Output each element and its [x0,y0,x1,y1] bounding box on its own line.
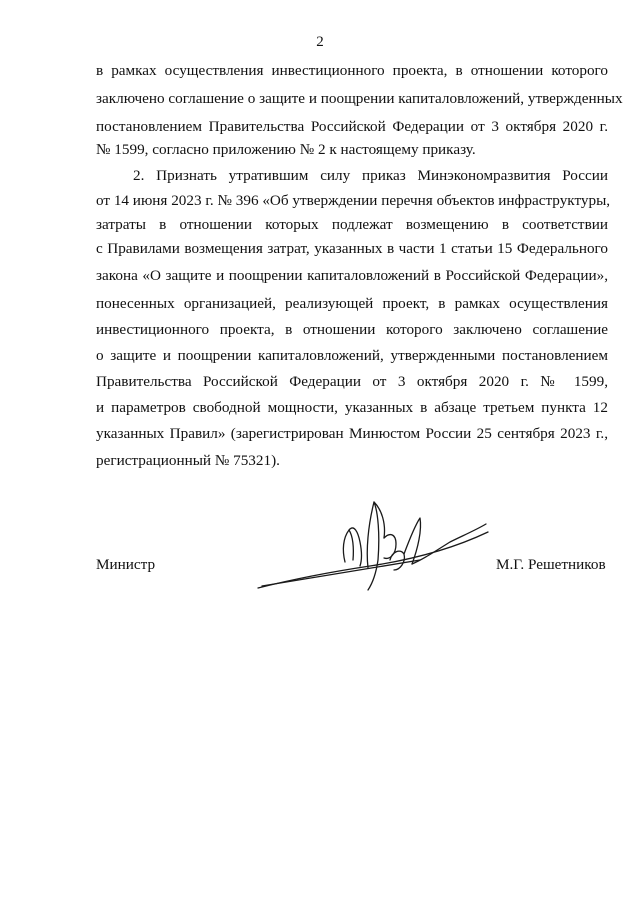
text-line: постановлением Правительства Российской Федерации от 3 октября 2020 г. [96,118,608,135]
text-line: регистрационный № 75321). [96,452,280,469]
text-line: № 1599, согласно приложению № 2 к настоящему приказу. [96,141,476,158]
page-number: 2 [316,34,324,50]
text-line: с Правилами возмещения затрат, указанных в части 1 статьи 15 Федерального [96,240,608,257]
text-line: о защите и поощрении капиталовложений, утвержденными постановлением [96,347,608,364]
text-line: указанных Правил» (зарегистрирован Минюстом России 25 сентября 2023 г., [96,425,608,442]
text-line: 2. Признать утратившим силу приказ Минэкономразвития России [133,167,608,184]
text-line: инвестиционного проекта, в отношении которого заключено соглашение [96,321,608,338]
text-line: затраты в отношении которых подлежат возмещению в соответствии [96,216,608,233]
handwritten-signature [250,490,500,600]
text-line: понесенных организацией, реализующей проект, в рамках осуществления [96,295,608,312]
signatory-title: Министр [96,556,156,573]
text-line: и параметров свободной мощности, указанных в абзаце третьем пункта 12 [96,399,608,416]
text-line: от 14 июня 2023 г. № 396 «Об утверждении перечня объектов инфраструктуры, [96,192,611,209]
signatory-name: М.Г. Решетников [496,556,606,573]
text-line: закона «О защите и поощрении капиталовложений в Российской Федерации», [96,267,608,284]
text-line: в рамках осуществления инвестиционного проекта, в отношении которого [96,62,608,79]
text-line: заключено соглашение о защите и поощрении капиталовложений, утвержденных [96,90,623,107]
text-line: Правительства Российской Федерации от 3 октября 2020 г. № 1599, [96,373,608,390]
